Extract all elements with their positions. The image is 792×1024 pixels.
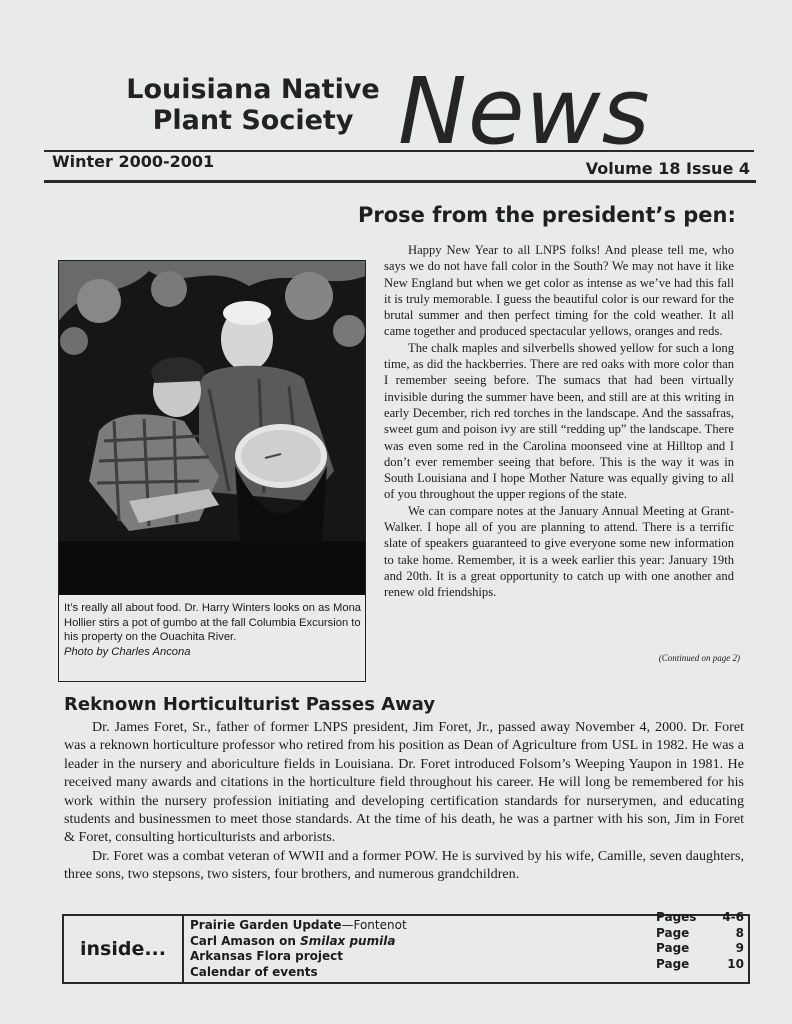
masthead-rule-bottom <box>44 180 756 183</box>
obituary-heading: Reknown Horticulturist Passes Away <box>64 694 436 715</box>
inside-item-author: —Fontenot <box>341 918 407 932</box>
inside-item <box>190 965 570 981</box>
inside-item-title: Arkansas Flora project <box>190 949 343 963</box>
photo-caption <box>64 601 362 659</box>
inside-item <box>190 918 570 934</box>
inside-item-title: Prairie Garden Update <box>190 918 342 932</box>
issue-volume: Volume 18 Issue 4 <box>585 159 750 178</box>
inside-item <box>190 934 570 950</box>
page-ref <box>656 910 744 926</box>
continued-note: (Continued on page 2) <box>658 653 740 663</box>
newsletter-title: News <box>398 58 651 165</box>
obituary-body <box>64 718 744 884</box>
inside-label: inside... <box>64 916 184 982</box>
page-ref-number: 10 <box>727 956 744 971</box>
photo-box <box>58 260 366 682</box>
president-paragraph: Happy New Year to all LNPS folks! And please tell me, who says we do not have fall color in the South? We may not have it like New England but when we get color as intense as we’ve had this fall it is truly memorable. I guess the beautiful color is our reward for the brutal summer and then perfect timing for the cold weather. It all came together and produced spectacular yellows, oranges and reds. <box>384 243 734 339</box>
page-ref <box>656 957 744 973</box>
president-column-body <box>384 242 734 601</box>
inside-contents-box <box>62 910 750 984</box>
page-ref-label: Page <box>656 956 690 971</box>
president-paragraph: We can compare notes at the January Annual Meeting at Grant-Walker. I hope all of you are planning to attend. There is a terrific slate of speakers guaranteed to give everyone some new information to take home. Remember, it is a week earlier this year: January 19th and 20th. It is a great opportunity to catch up with one another and renew old friendships. <box>384 503 734 600</box>
inside-item-title: Calendar of events <box>190 964 318 979</box>
page-ref-number: 9 <box>735 941 744 955</box>
society-line-1: Louisiana Native <box>126 74 380 105</box>
page-ref-label: Pages <box>656 910 697 924</box>
president-paragraph: The chalk maples and silverbells showed yellow for such a long time, as did the hackberries. There are red oaks with more color than I remember seeing before. The sumacs that had been virtually invisible during the summer have been, and still are at this writing in early December, rich red torches in the landscape. And the sassafras, sweet gum and poison ivy are still “redding up” the landscape. There was even some red in the Carolina moonseed vine at Hilltop and I don’t ever remember seeing that before. This is the way it was in South Louisiana and I hope Mother Nature was equally giving to all of you throughout the upper regions of the state. <box>384 340 734 502</box>
inside-item-species: Smilax pumila <box>300 933 396 948</box>
obituary-paragraph: Dr. James Foret, Sr., father of former LNPS president, Jim Foret, Jr., passed away November 4, 2000. Dr. Foret was a reknown horticulture professor who retired from his position as Dean of Agriculture from USL in 1982. He was a leader in the nursery and aboriculture fields in Louisiana. Dr. Foret introduced Folsom’s Weeping Yaupon in 1981. He received many awards and citations in the horticulture field throughout his career. He will long be remembered for his work within the nursery profession initiating and developing certification standards for nurserymen, and educating students and businessmen to meet those standards. At the time of his death, he was a partner with his son, Jim in Foret & Foret, consulting horticulturists and arborists. <box>64 719 744 846</box>
photo-illustration <box>59 261 365 595</box>
inside-item <box>190 949 570 965</box>
society-name <box>118 74 388 136</box>
page-ref <box>656 941 744 957</box>
president-column-heading: Prose from the president’s pen: <box>358 203 736 227</box>
photo-credit: Photo by Charles Ancona <box>64 645 191 658</box>
issue-date: Winter 2000-2001 <box>52 152 215 171</box>
page-ref-label: Page <box>656 925 690 940</box>
inside-items-list <box>190 918 570 980</box>
gumbo-photo <box>59 261 365 595</box>
inside-item-title: Carl Amason on <box>190 933 301 948</box>
photo-caption-text: It’s really all about food. Dr. Harry Winters looks on as Mona Hollier stirs a pot of gumbo at the fall Columbia Excursion to his property on the Ouachita River. <box>64 602 362 643</box>
inside-pages-list <box>656 910 744 972</box>
society-line-2: Plant Society <box>152 105 354 136</box>
page-ref-number: 8 <box>735 925 744 940</box>
page-ref <box>656 926 744 942</box>
page-ref-number: 4-6 <box>722 910 744 924</box>
page-ref-label: Page <box>656 941 690 955</box>
obituary-paragraph: Dr. Foret was a combat veteran of WWII and a former POW. He is survived by his wife, Camille, seven daughters, three sons, two stepsons, two sisters, four brothers, and numerous grandchildren. <box>64 847 744 883</box>
